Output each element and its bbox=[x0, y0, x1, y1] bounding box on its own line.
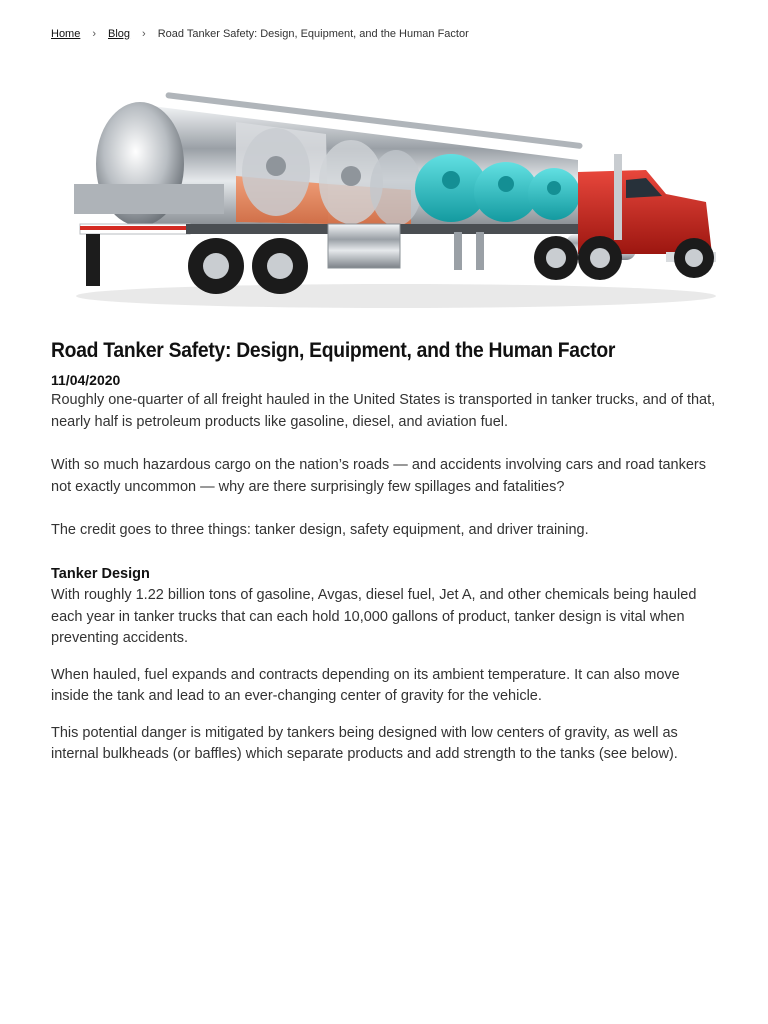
paragraph-5: When hauled, fuel expands and contracts depending on its ambient temperature. It can also move inside the tank and lead to an ever-changing center of gravity for the vehicle. bbox=[51, 666, 680, 704]
bulkhead-3 bbox=[370, 150, 422, 226]
article-title: Road Tanker Safety: Design, Equipment, and the Human Factor bbox=[51, 339, 616, 362]
paragraph-1: Roughly one-quarter of all freight hauled in the United States is transported in tanker trucks, and of that, nearly half is petroleum products like gasoline, diesel, and aviation fuel. bbox=[51, 392, 716, 430]
paragraph-3: The credit goes to three things: tanker design, safety equipment, and driver training. bbox=[51, 522, 589, 538]
toolbox bbox=[328, 224, 400, 268]
paragraph-6: This potential danger is mitigated by tankers being designed with low centers of gravity, as well as internal bulkheads (or baffles) which separate products and add strength to the tanks (see below). bbox=[51, 724, 678, 762]
breadcrumb-separator: › bbox=[92, 28, 97, 40]
breadcrumb-blog-link[interactable]: Blog bbox=[108, 28, 131, 40]
section-heading-tanker-design: Tanker Design bbox=[51, 565, 150, 582]
baffle-hole-1 bbox=[266, 156, 286, 176]
baffle-hole-2 bbox=[341, 166, 361, 186]
breadcrumb bbox=[51, 26, 469, 42]
exhaust-stack bbox=[614, 154, 622, 240]
ground-shadow bbox=[76, 284, 716, 308]
rear-frame bbox=[74, 184, 224, 214]
paragraph-4: With roughly 1.22 billion tons of gasoline, Avgas, diesel fuel, Jet A, and other chemicals being hauled each year in tanker trucks that can each hold 10,000 gallons of product, tanker design is vital when preventing accidents. bbox=[51, 587, 697, 646]
reflector-strip bbox=[80, 226, 190, 230]
breadcrumb-current: Road Tanker Safety: Design, Equipment, and the Human Factor bbox=[157, 28, 469, 40]
article-date: 11/04/2020 bbox=[51, 372, 121, 388]
paragraph-2: With so much hazardous cargo on the nation’s roads — and accidents involving cars and road tankers not exactly uncommon — why are there surprisingly few spillages and fatalities? bbox=[51, 457, 707, 495]
tanker-truck-cutaway-image bbox=[66, 84, 718, 310]
breadcrumb-home-link[interactable]: Home bbox=[51, 28, 81, 40]
landing-gear bbox=[454, 232, 462, 270]
mud-flap bbox=[86, 234, 100, 286]
breadcrumb-separator: › bbox=[142, 28, 146, 40]
article bbox=[51, 336, 721, 766]
